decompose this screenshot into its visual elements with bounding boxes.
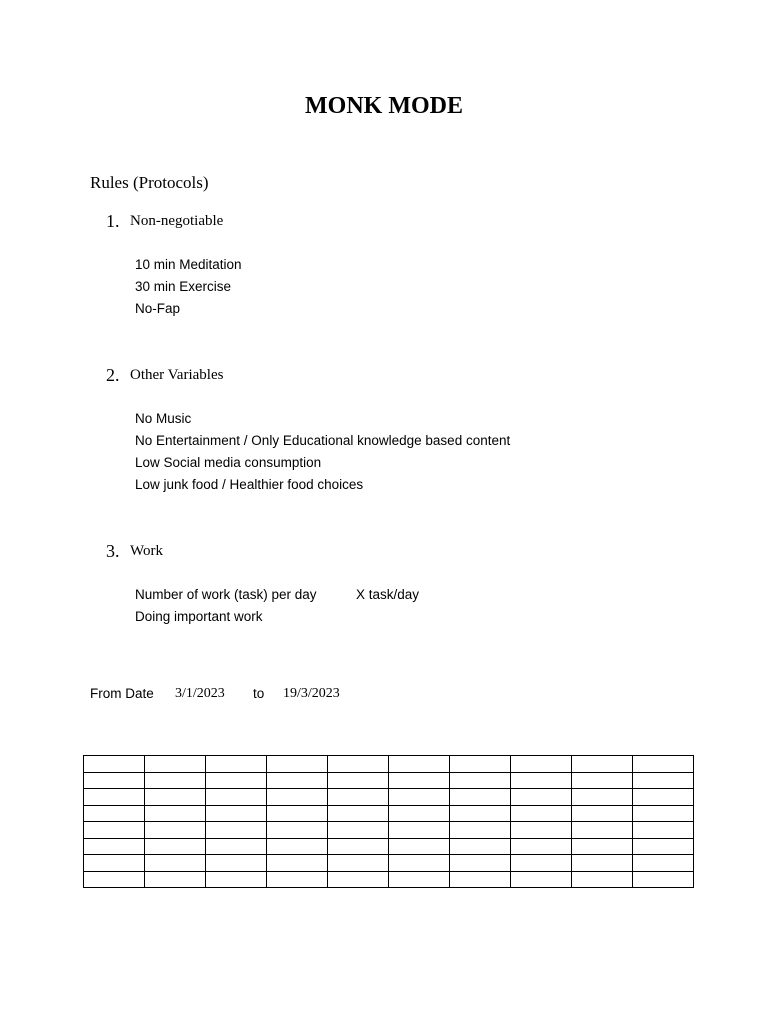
list-item: Number of work (task) per day: [135, 587, 317, 602]
table-cell: [328, 822, 389, 839]
table-cell: [633, 871, 694, 888]
table-row: [84, 805, 694, 822]
table-cell: [572, 855, 633, 872]
table-row: [84, 822, 694, 839]
to-date-value: 19/3/2023: [283, 686, 340, 701]
list-item: Doing important work: [135, 609, 263, 624]
table-cell: [572, 871, 633, 888]
table-cell: [572, 822, 633, 839]
list-item: Low junk food / Healthier food choices: [135, 477, 364, 492]
table-cell: [267, 822, 328, 839]
table-cell: [450, 789, 511, 806]
task-per-day-value: X task/day: [356, 587, 420, 602]
section-number: 3.: [106, 541, 120, 561]
table-cell: [145, 789, 206, 806]
table-cell: [572, 805, 633, 822]
table-cell: [145, 838, 206, 855]
table-cell: [206, 756, 267, 773]
table-cell: [84, 756, 145, 773]
table-cell: [633, 805, 694, 822]
table-row: [84, 855, 694, 872]
table-cell: [511, 789, 572, 806]
list-item: No-Fap: [135, 301, 181, 316]
rule-list: [135, 254, 242, 320]
table-cell: [145, 871, 206, 888]
table-cell: [633, 822, 694, 839]
rules-heading: Rules (Protocols): [90, 173, 209, 192]
list-item: 30 min Exercise: [135, 279, 232, 294]
table-cell: [145, 772, 206, 789]
table-cell: [633, 855, 694, 872]
table-cell: [450, 822, 511, 839]
table-cell: [389, 805, 450, 822]
table-row: [84, 772, 694, 789]
table-cell: [633, 789, 694, 806]
list-item: No Music: [135, 411, 192, 426]
table-cell: [267, 855, 328, 872]
table-cell: [633, 756, 694, 773]
table-cell: [267, 871, 328, 888]
tracker-table: [83, 755, 694, 888]
table-cell: [84, 855, 145, 872]
page-title: MONK MODE: [305, 93, 463, 119]
table-cell: [511, 838, 572, 855]
table-cell: [267, 805, 328, 822]
table-cell: [328, 789, 389, 806]
table-cell: [145, 805, 206, 822]
table-cell: [267, 838, 328, 855]
table-cell: [633, 772, 694, 789]
table-row: [84, 871, 694, 888]
section-label: Work: [130, 543, 163, 559]
table-cell: [267, 772, 328, 789]
table-cell: [450, 838, 511, 855]
table-cell: [511, 772, 572, 789]
list-item: 10 min Meditation: [135, 257, 242, 272]
table-cell: [511, 855, 572, 872]
table-cell: [206, 789, 267, 806]
table-cell: [267, 789, 328, 806]
table-cell: [267, 756, 328, 773]
table-cell: [206, 838, 267, 855]
table-cell: [572, 756, 633, 773]
section-label: Other Variables: [130, 367, 224, 383]
table-cell: [328, 855, 389, 872]
table-cell: [450, 871, 511, 888]
table-cell: [511, 871, 572, 888]
table-cell: [389, 789, 450, 806]
table-cell: [633, 838, 694, 855]
table-cell: [206, 855, 267, 872]
section-number: 2.: [106, 365, 120, 385]
list-item: No Entertainment / Only Educational knowledge based content: [135, 433, 511, 448]
from-date-value: 3/1/2023: [175, 686, 225, 701]
from-date-label: From Date: [90, 686, 154, 701]
table-cell: [84, 805, 145, 822]
to-label: to: [253, 686, 265, 701]
table-row: [84, 756, 694, 773]
table-cell: [389, 772, 450, 789]
table-cell: [511, 805, 572, 822]
table-cell: [450, 805, 511, 822]
table-cell: [328, 838, 389, 855]
table-cell: [450, 772, 511, 789]
table-cell: [206, 772, 267, 789]
table-cell: [328, 871, 389, 888]
table-cell: [572, 789, 633, 806]
table-cell: [84, 822, 145, 839]
table-cell: [572, 838, 633, 855]
table-cell: [206, 805, 267, 822]
section-number: 1.: [106, 211, 120, 231]
table-cell: [145, 822, 206, 839]
table-cell: [206, 822, 267, 839]
table-row: [84, 838, 694, 855]
table-cell: [389, 756, 450, 773]
table-cell: [389, 855, 450, 872]
table-cell: [84, 838, 145, 855]
table-row: [84, 789, 694, 806]
table-cell: [450, 855, 511, 872]
table-cell: [572, 772, 633, 789]
table-cell: [450, 756, 511, 773]
table-cell: [389, 871, 450, 888]
table-cell: [145, 855, 206, 872]
table-cell: [328, 772, 389, 789]
table-cell: [328, 756, 389, 773]
table-cell: [84, 789, 145, 806]
table-cell: [145, 756, 206, 773]
table-cell: [389, 822, 450, 839]
table-cell: [511, 756, 572, 773]
list-item: Low Social media consumption: [135, 455, 322, 470]
table-cell: [328, 805, 389, 822]
section-label: Non-negotiable: [130, 213, 224, 229]
table-cell: [389, 838, 450, 855]
table-cell: [84, 871, 145, 888]
rule-list: [135, 408, 510, 496]
table-cell: [511, 822, 572, 839]
table-cell: [84, 772, 145, 789]
table-cell: [206, 871, 267, 888]
